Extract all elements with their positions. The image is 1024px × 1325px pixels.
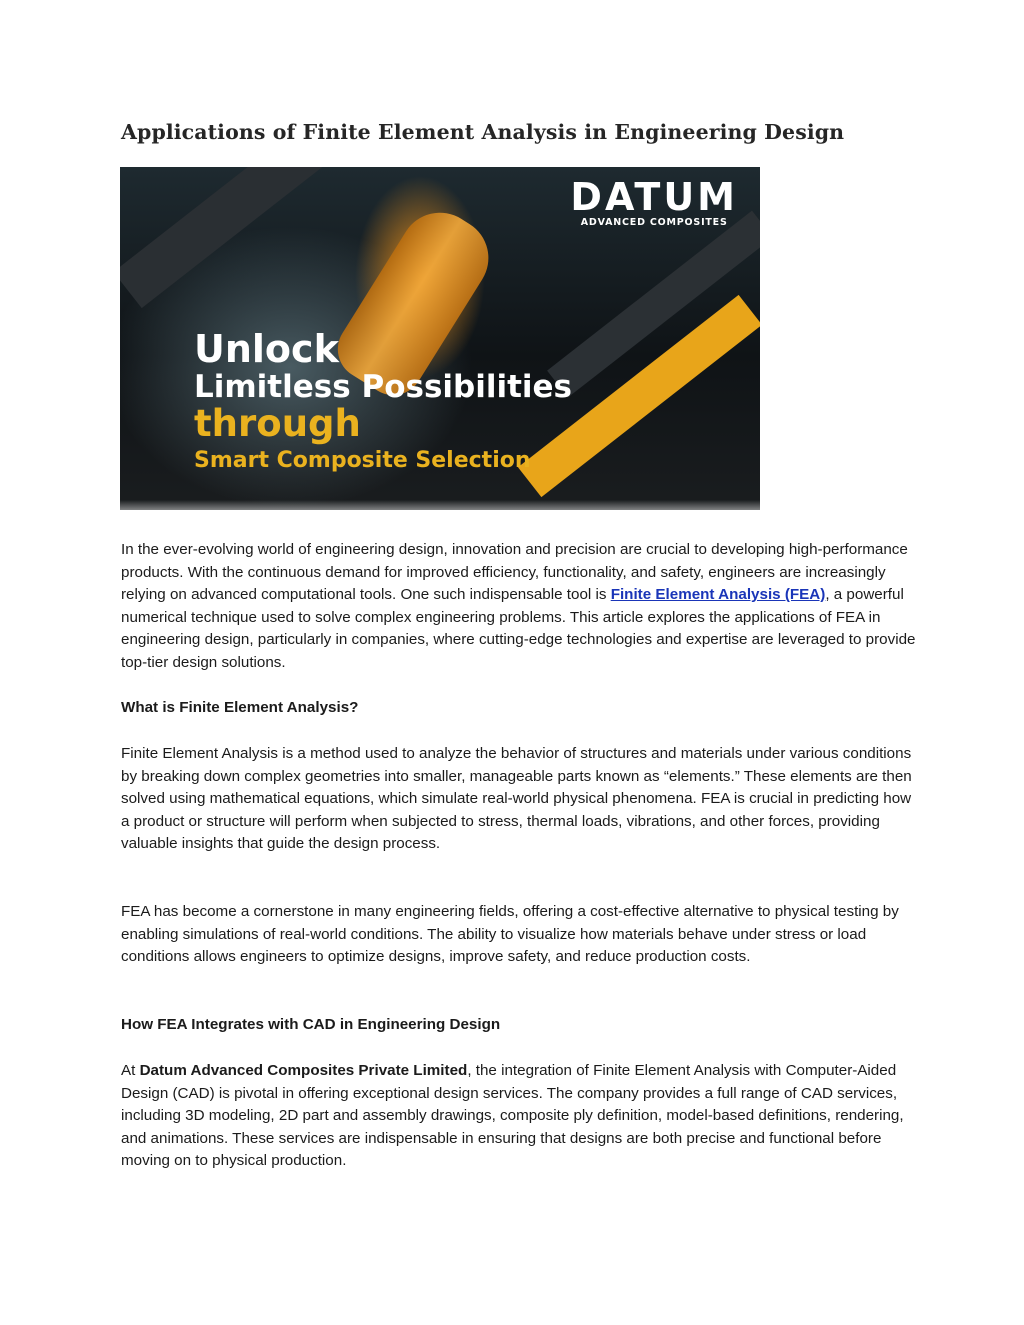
company-name: Datum Advanced Composites Private Limited: [139, 1062, 468, 1079]
intro-text-start: In the ever-evolving world of engineering design, innovation and precision are crucial to developing high-performance products. With the continuous demand for improved efficiency, functionality, and safety, engineers are increasingly relying on advanced computational tools. One such indispensable tool is: [121, 541, 908, 604]
headline-line-3: through: [194, 402, 361, 445]
hero-headline: [194, 327, 573, 473]
logo-subtitle: ADVANCED COMPOSITES: [580, 217, 728, 228]
fea-cad-paragraph: [121, 1060, 916, 1173]
fea-benefits-paragraph: FEA has become a cornerstone in many engineering fields, offering a cost-effective alternative to physical testing by enabling simulations of real-world conditions. The ability to visualize how materials behave under stress or load conditions allows engineers to optimize designs, improve safety, and reduce production costs.: [121, 903, 899, 966]
logo-name: DATUM: [570, 175, 738, 219]
intro-text-end: , a powerful numerical technique used to solve complex engineering problems. This article explores the applications of FEA in engineering design, particularly in companies, where cutting-edge technologies and expertise are leveraged to provide top-tier design solutions.: [121, 586, 916, 671]
section-heading-what-is-fea: What is Finite Element Analysis?: [121, 699, 359, 716]
hero-banner-image: [120, 167, 760, 510]
headline-line-2: Limitless Possibilities: [194, 369, 573, 405]
intro-paragraph: [121, 539, 916, 675]
decorative-stripe: [120, 167, 347, 308]
headline-line-1: Unlock: [194, 327, 339, 371]
section-heading-fea-cad: How FEA Integrates with CAD in Engineering Design: [121, 1016, 501, 1033]
image-bottom-edge: [120, 500, 760, 510]
fea-definition-paragraph: Finite Element Analysis is a method used to analyze the behavior of structures and materials under various conditions by breaking down complex geometries into smaller, manageable parts known as “elements.” These elements are then solved using mathematical equations, which simulate real-world physical phenomena. FEA is crucial in predicting how a product or structure will perform when subjected to stress, thermal loads, vibrations, and other forces, providing valuable insights that guide the design process.: [121, 745, 912, 853]
paragraph-rest: , the integration of Finite Element Analysis with Computer-Aided Design (CAD) is pivotal in offering exceptional design services. The company provides a full range of CAD services, including 3D modeling, 2D part and assembly drawings, composite ply definition, model-based definitions, rendering, and animations. These services are indispensable in ensuring that designs are both precise and functional before moving on to physical production.: [121, 1062, 904, 1170]
page-title: Applications of Finite Element Analysis in Engineering Design: [121, 120, 845, 144]
datum-logo: [570, 177, 738, 228]
headline-line-4: Smart Composite Selection: [194, 448, 531, 473]
fea-link[interactable]: Finite Element Analysis (FEA): [610, 586, 826, 604]
paragraph-prefix: At: [121, 1062, 140, 1079]
